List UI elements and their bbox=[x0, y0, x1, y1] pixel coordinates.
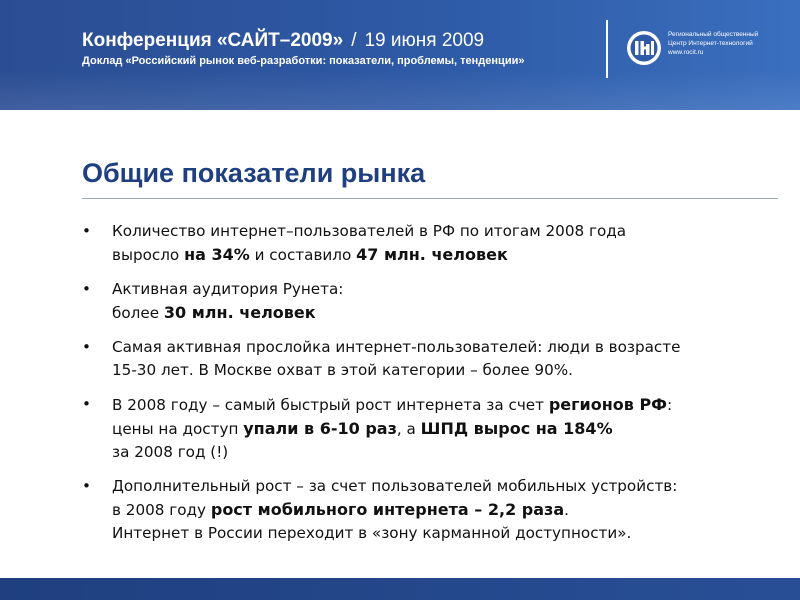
highlight-text: 30 млн. человек bbox=[163, 303, 316, 322]
bullet-item bbox=[80, 475, 780, 545]
bullet-list bbox=[80, 220, 780, 556]
report-title: Доклад «Российский рынок веб-разработки: показатели, проблемы, тенденции» bbox=[82, 55, 525, 67]
bullet-marker: • bbox=[82, 222, 91, 240]
bullet-line bbox=[112, 301, 780, 325]
highlight-text: 47 млн. человек bbox=[356, 245, 508, 264]
bullet-line: Количество интернет–пользователей в РФ по итогам 2008 года bbox=[112, 222, 627, 240]
logo-line: www.rocit.ru bbox=[668, 49, 704, 56]
bullet-item bbox=[80, 336, 780, 382]
bullet-item bbox=[80, 278, 780, 325]
logo-line: Региональный общественный bbox=[668, 31, 759, 38]
bullet-marker: • bbox=[82, 338, 91, 356]
title-divider bbox=[82, 198, 778, 199]
conference-title bbox=[82, 30, 484, 52]
text-run: цены на доступ bbox=[112, 420, 244, 438]
text-run: выросло bbox=[112, 246, 185, 264]
text-run: , а bbox=[396, 420, 421, 438]
header-divider bbox=[606, 20, 608, 78]
bullet-marker: • bbox=[82, 395, 91, 413]
bullet-line bbox=[112, 417, 780, 441]
title-separator: / bbox=[351, 30, 357, 51]
highlight-text: ШПД вырос на 184% bbox=[420, 419, 613, 438]
bullet-line: Самая активная прослойка интернет-пользователей: люди в возрасте bbox=[112, 338, 681, 356]
bullet-item bbox=[80, 393, 780, 464]
highlight-text: рост мобильного интернета – 2,2 раза bbox=[210, 500, 565, 519]
text-run: В 2008 году – самый быстрый рост интернета за счет bbox=[112, 396, 549, 414]
bullet-item bbox=[80, 220, 780, 267]
page-title: Общие показатели рынка bbox=[82, 158, 426, 188]
logo-line: Центр Интернет-технологий bbox=[668, 40, 753, 47]
highlight-text: регионов РФ bbox=[548, 395, 668, 414]
bullet-line: Дополнительный рост – за счет пользователей мобильных устройств: bbox=[112, 477, 678, 495]
text-run: : bbox=[667, 396, 673, 414]
conference-name: Конференция «САЙТ–2009» bbox=[82, 30, 344, 51]
bullet-marker: • bbox=[82, 477, 91, 495]
highlight-text: на 34% bbox=[184, 245, 250, 264]
text-run: . bbox=[564, 501, 569, 519]
bullet-line: за 2008 год (!) bbox=[112, 443, 229, 461]
bullet-line bbox=[112, 393, 780, 417]
bullet-line bbox=[112, 498, 780, 522]
highlight-text: упали в 6-10 раз bbox=[243, 419, 397, 438]
conference-date: 19 июня 2009 bbox=[364, 30, 485, 51]
bullet-marker: • bbox=[82, 280, 91, 298]
text-run: в 2008 году bbox=[112, 501, 211, 519]
footer-bar bbox=[0, 578, 800, 600]
bullet-line: 15-30 лет. В Москве охват в этой категории – более 90%. bbox=[112, 361, 574, 379]
bullet-line: Интернет в России переходит в «зону карманной доступности». bbox=[112, 524, 632, 542]
header-banner bbox=[0, 0, 800, 110]
text-run: более bbox=[112, 304, 164, 322]
bullet-line: Активная аудитория Рунета: bbox=[112, 280, 344, 298]
text-run: и составило bbox=[249, 246, 357, 264]
rocit-logo-icon bbox=[626, 30, 662, 66]
bullet-line bbox=[112, 243, 780, 267]
logo-text bbox=[668, 30, 758, 57]
